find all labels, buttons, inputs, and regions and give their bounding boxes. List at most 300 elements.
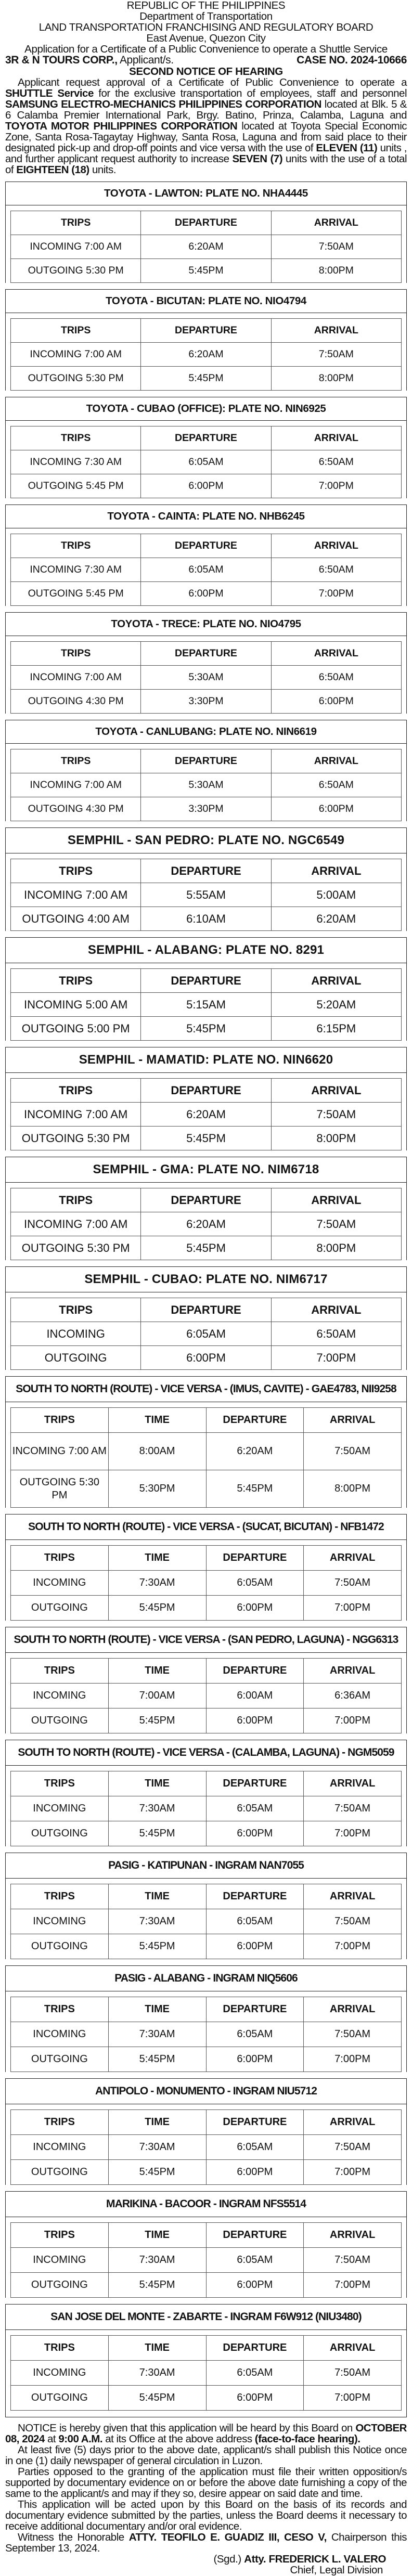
table-cell: 6:00PM [206,1934,304,1959]
table-row [11,1470,402,1508]
table-row [11,1684,402,1708]
schedule-table [10,749,402,821]
schedule-section [5,2078,407,2185]
table-cell: 7:50AM [304,1796,402,1821]
table-cell: 6:00PM [141,1346,271,1370]
table-cell: 6:00PM [141,582,271,606]
header-line: Department of Transportation [139,10,273,22]
intro-text: units , and further applicant request authority to increase [5,142,407,165]
witness-name: ATTY. TEOFILO E. GUADIZ III, CESO V, [128,2531,327,2543]
schedule-section [5,612,407,714]
table-cell: 5:45PM [108,2273,206,2298]
table-header-row [11,1546,402,1571]
table-cell: OUTGOING [11,1346,141,1370]
table-cell: 7:00PM [304,2047,402,2072]
table-cell: 7:30AM [108,1909,206,1934]
table-row [11,2386,402,2411]
table-cell: 7:30AM [108,1796,206,1821]
table-row [11,666,402,690]
table-cell: OUTGOING [11,2386,109,2411]
case-number: CASE NO. 2024-10666 [297,54,407,66]
table-row [11,773,402,797]
section-title: MARIKINA - BACOOR - INGRAM NFS5514 [6,2192,406,2217]
notice-document [5,0,407,2575]
table-row [11,907,402,931]
table-cell: INCOMING [11,1796,109,1821]
table-cell: 7:00PM [271,1346,401,1370]
table-row [11,1934,402,1959]
signature-block [5,2554,407,2575]
schedule-section [5,1740,407,1846]
column-header: TRIPS [11,2223,109,2248]
column-header: DEPARTURE [206,1408,304,1433]
table-row [11,1796,402,1821]
column-header: DEPARTURE [206,1546,304,1571]
table-cell: INCOMING [11,2022,109,2047]
table-cell: 6:05AM [141,450,271,474]
intro-text: located at Blk. 5 & 6 Calamba Premier International Park, Brgy. Batino, Prinza, Calamba, Laguna and [5,98,407,121]
schedule-table [10,534,402,606]
column-header: ARRIVAL [271,211,401,235]
column-header: ARRIVAL [304,2223,402,2248]
column-header: TRIPS [11,1298,141,1322]
table-cell: 8:00PM [271,1127,401,1150]
table-row [11,558,402,582]
column-header: DEPARTURE [141,642,271,666]
hearing-paragraph [5,2423,407,2444]
schedule-table [10,211,402,283]
table-cell: 7:50AM [304,2248,402,2273]
column-header: DEPARTURE [141,749,271,773]
column-header: TRIPS [11,534,141,558]
table-cell: OUTGOING 4:30 PM [11,690,141,714]
column-header: ARRIVAL [304,2110,402,2135]
table-cell: 5:45PM [108,1821,206,1846]
unit-count: ELEVEN (11) [316,142,378,154]
table-cell: 6:00PM [206,1596,304,1621]
schedule-table [10,1078,402,1150]
table-row [11,1322,402,1346]
table-row [11,450,402,474]
schedule-section [5,182,407,283]
table-row [11,1909,402,1934]
table-row [11,474,402,498]
column-header: DEPARTURE [206,1997,304,2022]
table-cell: OUTGOING [11,1708,109,1733]
table-cell: 6:05AM [206,1571,304,1596]
schedule-table [10,2109,402,2185]
column-header: ARRIVAL [271,969,401,993]
schedule-table [10,1298,402,1370]
table-cell: 6:10AM [141,907,271,931]
column-header: ARRIVAL [304,2336,402,2361]
table-row [11,259,402,283]
column-header: TRIPS [11,1997,109,2022]
section-title: SEMPHIL - GMA: PLATE NO. NIM6718 [6,1157,406,1183]
table-cell: 3:30PM [141,690,271,714]
table-cell: 5:30PM [108,1470,206,1508]
table-cell: 6:36AM [304,1684,402,1708]
table-cell: 7:30AM [108,2248,206,2273]
footer-text: at its Office at the above address [102,2433,255,2445]
table-header-row [11,2223,402,2248]
column-header: ARRIVAL [304,1997,402,2022]
table-row [11,883,402,907]
table-cell: 6:05AM [141,558,271,582]
table-cell: 6:00PM [141,474,271,498]
table-cell: 5:45PM [141,1017,271,1041]
table-header-row [11,1771,402,1796]
table-cell: INCOMING [11,1684,109,1708]
table-cell: INCOMING 7:30 AM [11,558,141,582]
schedule-table [10,1188,402,1260]
section-title: TOYOTA - CAINTA: PLATE NO. NHB6245 [6,505,406,528]
table-cell: INCOMING 7:00 AM [11,1212,141,1236]
column-header: TIME [108,2336,206,2361]
schedule-table [10,968,402,1041]
schedule-section [5,397,407,498]
column-header: TRIPS [11,426,141,450]
schedule-tables [5,182,407,2417]
table-cell: INCOMING 7:00 AM [11,883,141,907]
section-title: SOUTH TO NORTH (ROUTE) - VICE VERSA - (SAN PEDRO, LAGUNA) - NGG6313 [6,1627,406,1653]
column-header: TRIPS [11,319,141,343]
column-header: TRIPS [11,859,141,883]
column-header: TRIPS [11,211,141,235]
schedule-section [5,1514,407,1621]
hearing-date: OCTOBER 08, 2024 [5,2422,407,2445]
column-header: TIME [108,1408,206,1433]
column-header: TRIPS [11,1771,109,1796]
hearing-time: 9:00 A.M. [58,2433,103,2445]
table-cell: OUTGOING 4:00 AM [11,907,141,931]
table-cell: 6:20AM [141,343,271,367]
column-header: DEPARTURE [141,859,271,883]
schedule-table [10,1771,402,1846]
table-cell: 6:20AM [141,1212,271,1236]
table-header-row [11,1188,402,1212]
header-line: Application for a Certificate of a Public Convenience to operate a Shuttle Service [24,43,388,55]
schedule-table [10,1658,402,1733]
column-header: TIME [108,1884,206,1909]
table-row [11,1127,402,1150]
table-cell: 6:05AM [206,1796,304,1821]
table-cell: 7:00PM [304,1821,402,1846]
section-title: SEMPHIL - CUBAO: PLATE NO. NIM6717 [6,1267,406,1292]
schedule-section [5,1853,407,1959]
table-cell: 7:50AM [304,1571,402,1596]
schedule-section [5,2191,407,2298]
table-cell: 7:50AM [304,1433,402,1470]
table-row [11,1571,402,1596]
section-title: SOUTH TO NORTH (ROUTE) - VICE VERSA - (CALAMBA, LAGUNA) - NGM5059 [6,1740,406,1766]
column-header: ARRIVAL [271,642,401,666]
column-header: DEPARTURE [206,2223,304,2248]
table-cell: 7:50AM [271,1212,401,1236]
table-cell: 6:50AM [271,666,401,690]
table-cell: 5:20AM [271,993,401,1017]
table-cell: INCOMING 7:00 AM [11,773,141,797]
signatory-line [5,2554,386,2565]
table-cell: 6:00AM [206,1684,304,1708]
schedule-section [5,289,407,391]
applicant-suffix: Applicant/s. [117,54,174,66]
column-header: TRIPS [11,2336,109,2361]
table-cell: OUTGOING 5:30 PM [11,259,141,283]
table-cell: 7:00PM [304,1708,402,1733]
table-cell: 7:30AM [108,1571,206,1596]
table-cell: 6:05AM [206,2248,304,2273]
table-cell: OUTGOING 5:30 PM [11,1470,109,1508]
intro-text: located at Toyota Special Economic Zone, Santa Rosa-Tagaytay Highway, Santa Rosa, Laguna and from said place to their designated pick-up and drop-off points and vice versa with the use of [5,120,407,154]
table-cell: 6:05AM [206,1909,304,1934]
table-row [11,343,402,367]
column-header: TRIPS [11,2110,109,2135]
table-cell: INCOMING 7:00 AM [11,235,141,259]
column-header: TIME [108,2110,206,2135]
table-cell: 8:00PM [304,1470,402,1508]
table-cell: 6:20AM [271,907,401,931]
table-header-row [11,1079,402,1103]
table-cell: 6:50AM [271,1322,401,1346]
column-header: DEPARTURE [206,1771,304,1796]
schedule-section [5,1965,407,2072]
column-header: DEPARTURE [206,2336,304,2361]
table-cell: 8:00PM [271,259,401,283]
table-cell: 7:00PM [271,474,401,498]
column-header: TIME [108,1546,206,1571]
table-cell: 6:20AM [141,1103,271,1127]
schedule-section [5,937,407,1041]
section-title: ANTIPOLO - MONUMENTO - INGRAM NIU5712 [6,2079,406,2104]
opposition-paragraph: Parties opposed to the granting of the application must file their written opposition/s supported by documentary evidence on or before the above date furnishing a copy of the same to the applicant/s and may if they so, desire appear on said date and time. [5,2466,407,2500]
table-cell: OUTGOING 4:30 PM [11,797,141,821]
unit-count: EIGHTEEN (18) [16,164,89,176]
column-header: TRIPS [11,642,141,666]
table-cell: 7:30AM [108,2361,206,2386]
column-header: TRIPS [11,1408,109,1433]
schedule-table [10,1545,402,1621]
table-cell: 7:00PM [271,582,401,606]
section-title: SOUTH TO NORTH (ROUTE) - VICE VERSA - (SUCAT, BICUTAN) - NFB1472 [6,1514,406,1540]
schedule-table [10,426,402,498]
column-header: TRIPS [11,969,141,993]
table-row [11,367,402,391]
table-cell: INCOMING 5:00 AM [11,993,141,1017]
table-cell: 5:15AM [141,993,271,1017]
section-title: PASIG - ALABANG - INGRAM NIQ5606 [6,1966,406,1991]
column-header: DEPARTURE [141,211,271,235]
table-header-row [11,642,402,666]
section-title: TOYOTA - BICUTAN: PLATE NO. NIO4794 [6,290,406,313]
column-header: ARRIVAL [304,1884,402,1909]
table-header-row [11,426,402,450]
column-header: ARRIVAL [271,534,401,558]
table-row [11,1433,402,1470]
table-header-row [11,1997,402,2022]
section-title: SEMPHIL - MAMATID: PLATE NO. NIN6620 [6,1047,406,1073]
table-cell: OUTGOING 5:45 PM [11,474,141,498]
column-header: ARRIVAL [271,1079,401,1103]
document-footer [5,2423,407,2575]
table-cell: 5:45PM [108,1934,206,1959]
table-cell: 5:45PM [141,1236,271,1260]
column-header: ARRIVAL [271,319,401,343]
company-name: TOYOTA MOTOR PHILIPPINES CORPORATION [5,120,238,132]
table-row [11,2248,402,2273]
column-header: TRIPS [11,1659,109,1684]
column-header: DEPARTURE [141,319,271,343]
table-cell: OUTGOING [11,1821,109,1846]
table-cell: 6:20AM [141,235,271,259]
table-cell: 7:50AM [271,235,401,259]
section-title: SEMPHIL - SAN PEDRO: PLATE NO. NGC6549 [6,828,406,853]
document-header [5,0,407,77]
publication-paragraph: At least five (5) days prior to the above date, applicant/s shall publish this Notice once in one (1) daily newspaper of general circulation in Luzon. [5,2444,407,2467]
schedule-section [5,1266,407,1370]
table-cell: 5:30AM [141,773,271,797]
table-cell: 7:30AM [108,2135,206,2160]
section-title: SAN JOSE DEL MONTE - ZABARTE - INGRAM F6W912 (NIU3480) [6,2305,406,2330]
table-cell: 7:00AM [108,1684,206,1708]
table-cell: INCOMING 7:00 AM [11,343,141,367]
section-title: SOUTH TO NORTH (ROUTE) - VICE VERSA - (IMUS, CAVITE) - GAE4783, NII9258 [6,1377,406,1402]
table-cell: 5:45PM [108,2047,206,2072]
table-cell: 7:30AM [108,2022,206,2047]
table-row [11,2022,402,2047]
section-title: SEMPHIL - ALABANG: PLATE NO. 8291 [6,938,406,963]
schedule-table [10,1997,402,2072]
table-cell: 3:30PM [141,797,271,821]
column-header: DEPARTURE [141,969,271,993]
column-header: ARRIVAL [304,1771,402,1796]
schedule-section [5,827,407,931]
table-cell: 6:05AM [206,2022,304,2047]
footer-text: Chairperson this September 13, 2024. [5,2531,407,2554]
schedule-section [5,2304,407,2417]
schedule-table [10,2222,402,2298]
column-header: DEPARTURE [141,1188,271,1212]
table-cell: 5:30AM [141,666,271,690]
schedule-table [10,2335,402,2411]
table-cell: OUTGOING 5:45 PM [11,582,141,606]
action-paragraph: This application will be acted upon by this Board on the basis of its records and documentary evidence submitted by the parties, unless the Board deems it necessary to receive additional documentary and/or oral evidence. [5,2499,407,2532]
table-row [11,2160,402,2185]
company-name: SAMSUNG ELECTRO-MECHANICS PHILIPPINES CORPORATION [5,98,321,110]
table-cell: 6:50AM [271,558,401,582]
table-cell: 7:00PM [304,2386,402,2411]
table-header-row [11,211,402,235]
signatory-name: Atty. FREDERICK L. VALERO [244,2553,386,2565]
table-header-row [11,2336,402,2361]
column-header: TIME [108,1771,206,1796]
column-header: DEPARTURE [206,1659,304,1684]
table-cell: OUTGOING [11,2160,109,2185]
table-cell: 5:45PM [206,1470,304,1508]
table-cell: 6:05AM [206,2361,304,2386]
column-header: TIME [108,1997,206,2022]
schedule-section [5,1047,407,1150]
column-header: ARRIVAL [271,749,401,773]
applicant-line [5,55,174,66]
table-header-row [11,859,402,883]
table-row [11,1821,402,1846]
witness-paragraph [5,2532,407,2554]
column-header: ARRIVAL [271,859,401,883]
table-row [11,1017,402,1041]
table-cell: OUTGOING [11,2273,109,2298]
column-header: ARRIVAL [304,1408,402,1433]
table-cell: OUTGOING 5:30 PM [11,1127,141,1150]
table-cell: 6:50AM [271,450,401,474]
intro-paragraph [5,77,407,175]
table-cell: 5:45PM [108,1708,206,1733]
schedule-section [5,504,407,606]
table-cell: OUTGOING 5:00 PM [11,1017,141,1041]
table-cell: 7:50AM [304,2361,402,2386]
table-cell: 8:00PM [271,367,401,391]
intro-text: Applicant request approval of a Certificate of Public Convenience to operate a [18,76,407,88]
table-row [11,690,402,714]
column-header: DEPARTURE [206,2110,304,2135]
table-cell: OUTGOING [11,1596,109,1621]
table-cell: 6:05AM [141,1322,271,1346]
table-cell: 6:00PM [271,797,401,821]
intro-text: units. [89,164,116,176]
table-cell: 5:45PM [108,2386,206,2411]
table-cell: INCOMING 7:00 AM [11,1103,141,1127]
schedule-section [5,720,407,821]
table-cell: INCOMING 7:00 AM [11,666,141,690]
schedule-table [10,1407,402,1508]
table-cell: INCOMING [11,1322,141,1346]
table-cell: 6:05AM [206,2135,304,2160]
table-row [11,2047,402,2072]
table-cell: INCOMING [11,2135,109,2160]
table-cell: INCOMING [11,1909,109,1934]
table-cell: 5:45PM [141,259,271,283]
table-row [11,993,402,1017]
table-row [11,1708,402,1733]
header-line: East Avenue, Quezon City [146,32,266,44]
column-header: TRIPS [11,749,141,773]
table-row [11,2135,402,2160]
table-cell: 7:00PM [304,2273,402,2298]
table-cell: 5:45PM [108,1596,206,1621]
column-header: DEPARTURE [141,1298,271,1322]
case-line [5,55,407,66]
signature-prefix: (Sgd.) [213,2553,244,2565]
table-cell: 6:00PM [206,2047,304,2072]
column-header: DEPARTURE [206,1884,304,1909]
schedule-table [10,318,402,391]
table-row [11,797,402,821]
applicant-name: 3R & N TOURS CORP., [5,54,118,66]
column-header: ARRIVAL [304,1546,402,1571]
table-cell: 8:00AM [108,1433,206,1470]
table-cell: 7:00PM [304,1596,402,1621]
header-line: REPUBLIC OF THE PHILIPPINES [126,0,286,11]
table-cell: INCOMING [11,2248,109,2273]
table-row [11,1346,402,1370]
table-header-row [11,1884,402,1909]
schedule-table [10,1884,402,1959]
table-header-row [11,534,402,558]
schedule-table [10,859,402,931]
schedule-section [5,1627,407,1733]
table-cell: 7:50AM [271,1103,401,1127]
section-title: TOYOTA - TRECE: PLATE NO. NIO4795 [6,613,406,636]
